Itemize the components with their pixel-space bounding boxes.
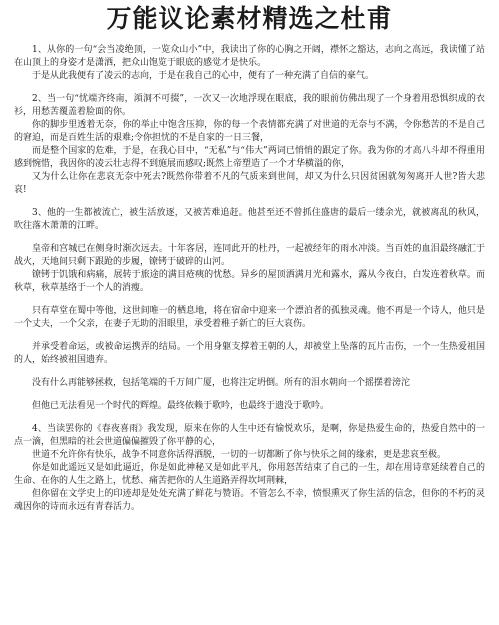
document-title: 万能议论素材精选之杜甫 xyxy=(106,4,393,33)
paragraph-gap xyxy=(14,83,485,93)
paragraph: 于是从此我便有了凌云的志向，于是在我自己的心中，便有了一种充满了自信的豪气。 xyxy=(32,71,375,81)
paragraph: 而是整个国家的危难，于是，在我心目中，“无私”与“伟大”两词已悄悄的跟定了你。我为你的才高八斗却不得重用感到惋惜，我因你的凌云壮志得不到施展而感叹;既然上帝塑造了一个才华横溢的你， xyxy=(14,146,485,169)
paragraph: 2、当一句“忧端齐终南，澒洞不可掇”，一次又一次地浮现在眼底，我的眼前仿佛出现了一个身着用恐惧织成的衣衫，用愁苦覆盖着脸面的你。 xyxy=(14,94,485,117)
paragraph-gap xyxy=(14,390,485,400)
paragraph: 4、当读罢你的《春夜喜雨》我发现，原来在你的人生中还有愉悦欢乐，是啊，你是热爱生命的，热爱自然中的一点一滴，但黑暗的社会世道偏偏摧毁了你平静的心， xyxy=(14,424,485,447)
paragraph-gap xyxy=(14,295,485,305)
paragraph: 只有草堂在蜀中等他，这世间唯一的栖息地，将在宿命中迎来一个漂泊者的孤独灵魂。他不再是一个诗人，他只是一个丈夫，一个父亲，在妻子无助的泪眼里，承受着稚子新亡的巨大哀伤。 xyxy=(14,306,485,329)
paragraph: 皇帝和宫城已在侧身时渐次远去。十年客居，连同此开的杜丹，一起被经年的雨水冲淡。当百姓的血泪最终融汇于战火，天地间只剩下跟跄的步履，镣铐于破碎的山河。 xyxy=(14,244,485,267)
document-page xyxy=(0,4,499,625)
paragraph: 但他已无法看见一个时代的辉煌。最终依赖于歌吟，也最终于遗没于歌吟。 xyxy=(32,401,330,411)
paragraph-gap xyxy=(14,233,485,243)
paragraph: 3、他的一生都被流亡，被生活放逐，又被苦难追赶。他甚至还不曾抓住盛唐的最后一缕余光，就被离乱的秋风，吹往落木萧萧的江畔。 xyxy=(14,208,485,231)
paragraph: 1、从你的一句“会当凌绝顶，一览众山小”中，我读出了你的心胸之开阔，襟怀之豁达，志向之高远，我读懂了站在山顶上的身姿才是潇洒，把众山饱览于眼底的感觉才是快乐。 xyxy=(14,45,485,68)
paragraph: 但你留在文学史上的印迹却是处处充满了鲜花与赞语。不管怎么不幸，愤恨熏灭了你生活的信念，但你的不朽的灵魂因你的诗而永远有青春活力。 xyxy=(14,489,485,512)
paragraph: 你是如此遥远又是如此逼近，你是如此神秘又是如此平凡，你用怒苦结束了自己的一生，却在用诗章延续着自己的生命、在你的人生之路上，忧愁、痛苦把你的人生道路弄得坎坷荆棘， xyxy=(14,463,485,486)
paragraph-gap xyxy=(14,197,485,207)
paragraph: 你的脚步里透着无奈，你的举止中饱含压抑，你的每一个表情都充满了对世道的无奈与不满，令你愁苦的不是自己的窘迫，而是百姓生活的艰难;令你担忧的不是自家的一日三餐， xyxy=(14,120,485,143)
paragraph: 镣铐于饥饿和病痛，展转于旅途的满目疮痍的忧愁。异乡的屋顶洒满月光和露水，露从今夜白，白发连着秋草。而秋草，秋草基络于一个人的消瘦。 xyxy=(14,270,485,293)
paragraph-gap xyxy=(14,413,485,423)
paragraph: 没有什么再能够拯救，包括笔端的千万间广厦，也将注定坍倒。所有的泪水朝向一个摇摆着滂沱 xyxy=(32,378,411,388)
paragraph-gap xyxy=(14,367,485,377)
paragraph-gap xyxy=(14,331,485,341)
paragraph: 并承受着命运，或被命运携弄的结局。一个用身躯支撑着王朝的人，却被堂上坠落的瓦片击伤，一个一生热爱祖国的人，始终被祖国遗弃。 xyxy=(14,342,485,365)
paragraph: 世道不允许你有快乐，战争不同意你活得洒脱，一切的一切都断了你与快乐之间的缘索，更是悲哀至极。 xyxy=(32,450,447,460)
document-body xyxy=(14,44,485,514)
paragraph: 又为什么让你在悲哀无奈中死去?既然你带着不凡的气质来到世间，却又为什么只因贫困就匆匆离开人世?皆大悲哀! xyxy=(14,172,485,195)
